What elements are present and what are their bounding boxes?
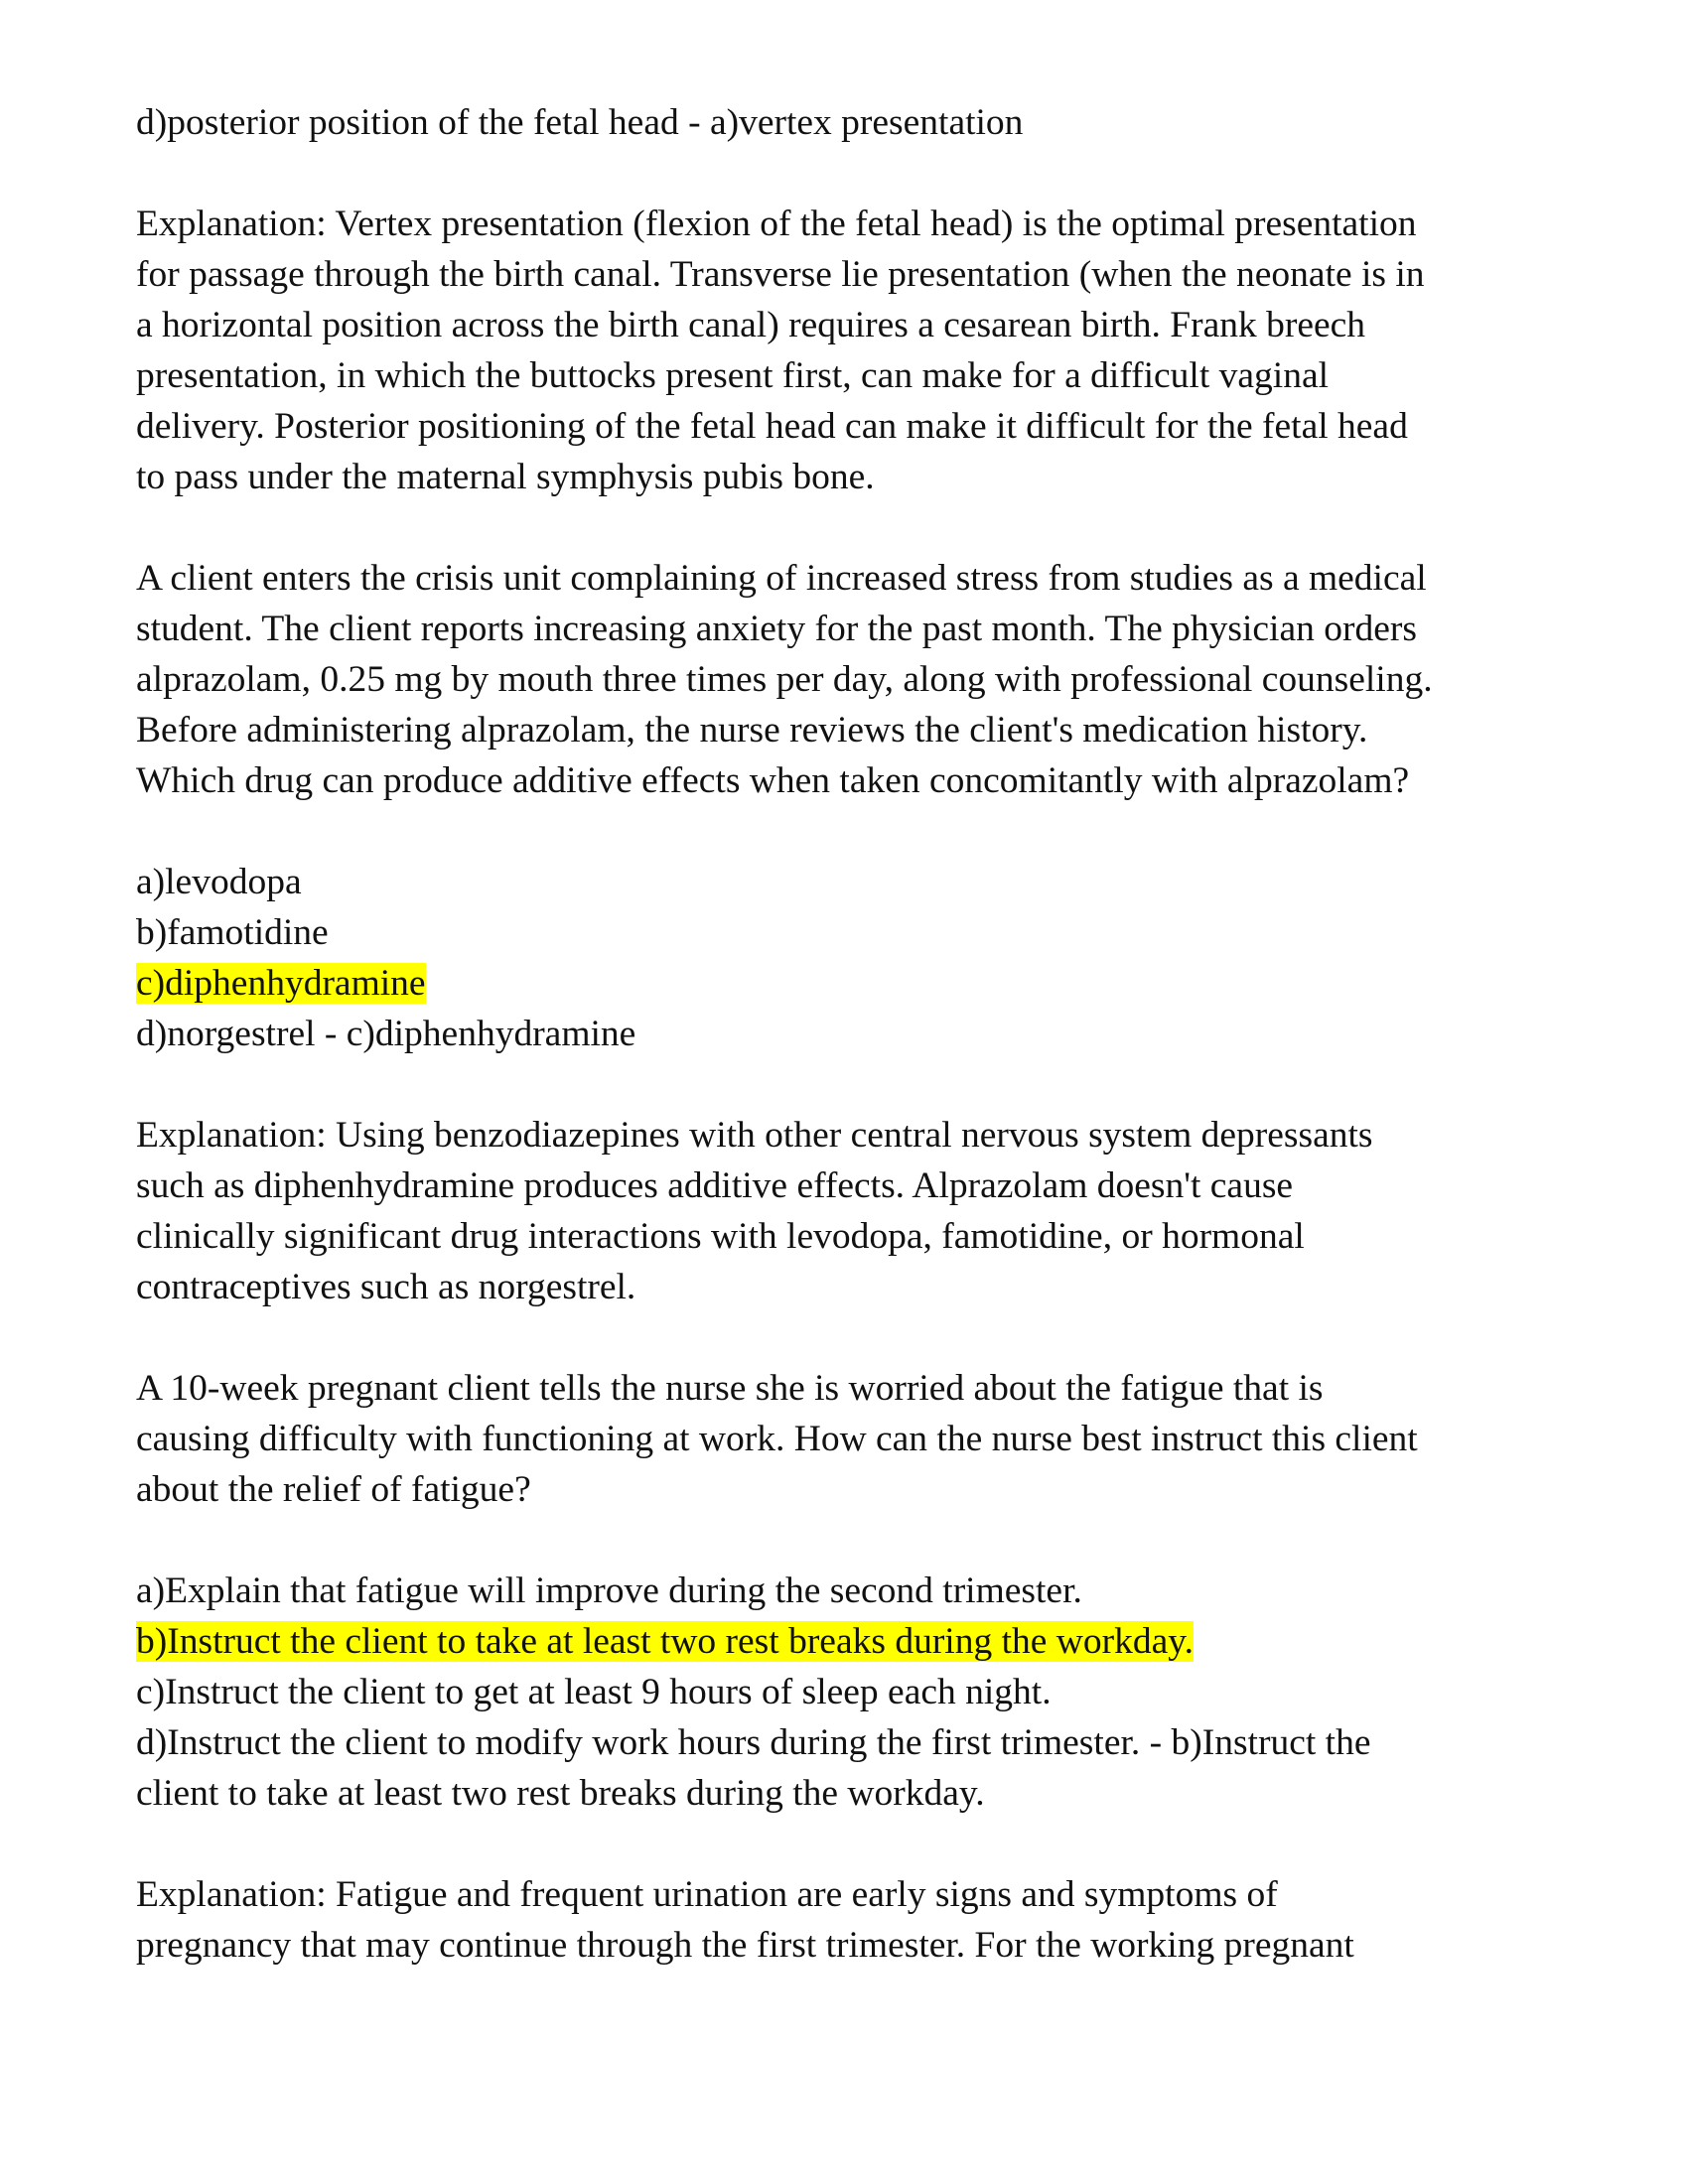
text-line: for passage through the birth canal. Transverse lie presentation (when the neonate is in xyxy=(136,254,1425,295)
explanation-paragraph-3 xyxy=(136,1869,1566,1971)
answer-line-previous-question: d)posterior position of the fetal head - a)vertex presentation xyxy=(136,102,1024,143)
option-b-highlighted-answer: b)Instruct the client to take at least two rest breaks during the workday. xyxy=(136,1621,1194,1662)
option-b-row xyxy=(136,1616,1566,1667)
text-line: Explanation: Vertex presentation (flexion of the fetal head) is the optimal presentation xyxy=(136,204,1417,244)
text-line: alprazolam, 0.25 mg by mouth three times per day, along with professional counseling. xyxy=(136,659,1433,700)
paragraph-gap xyxy=(136,1059,1566,1110)
text-line: student. The client reports increasing anxiety for the past month. The physician orders xyxy=(136,609,1417,649)
text-line: Explanation: Using benzodiazepines with other central nervous system depressants xyxy=(136,1115,1373,1156)
paragraph-gap xyxy=(136,1819,1566,1869)
answer-options-alprazolam xyxy=(136,857,1566,1059)
text-line: presentation, in which the buttocks present first, can make for a difficult vaginal xyxy=(136,355,1330,396)
option-c-highlighted-answer: c)diphenhydramine xyxy=(136,963,426,1004)
text-line: Which drug can produce additive effects when taken concomitantly with alprazolam? xyxy=(136,760,1410,801)
paragraph-gap xyxy=(136,1515,1566,1566)
option-c: c)Instruct the client to get at least 9 hours of sleep each night. xyxy=(136,1672,1052,1712)
option-a: a)levodopa xyxy=(136,862,302,902)
text-line: about the relief of fatigue? xyxy=(136,1469,531,1510)
option-c-row xyxy=(136,958,1566,1009)
explanation-paragraph-1 xyxy=(136,199,1566,502)
option-b: b)famotidine xyxy=(136,912,329,953)
paragraph-gap xyxy=(136,1312,1566,1363)
paragraph-gap xyxy=(136,148,1566,199)
text-line: such as diphenhydramine produces additive effects. Alprazolam doesn't cause xyxy=(136,1165,1294,1206)
option-a: a)Explain that fatigue will improve during the second trimester. xyxy=(136,1570,1082,1611)
question-paragraph-alprazolam xyxy=(136,553,1566,806)
explanation-paragraph-2 xyxy=(136,1110,1566,1312)
text-line: a horizontal position across the birth canal) requires a cesarean birth. Frank breech xyxy=(136,305,1366,345)
text-line: delivery. Posterior positioning of the fetal head can make it difficult for the fetal head xyxy=(136,406,1408,447)
text-line: A client enters the crisis unit complaining of increased stress from studies as a medical xyxy=(136,558,1427,599)
text-line: causing difficulty with functioning at work. How can the nurse best instruct this client xyxy=(136,1419,1418,1459)
text-line: Before administering alprazolam, the nurse reviews the client's medication history. xyxy=(136,710,1368,751)
option-d-with-answer: d)Instruct the client to modify work hours during the first trimester. - b)Instruct the xyxy=(136,1722,1371,1763)
option-d-with-answer: d)norgestrel - c)diphenhydramine xyxy=(136,1014,636,1054)
text-line: pregnancy that may continue through the first trimester. For the working pregnant xyxy=(136,1925,1354,1966)
answer-options-fatigue xyxy=(136,1566,1566,1819)
question-paragraph-fatigue xyxy=(136,1363,1566,1515)
text-line: A 10-week pregnant client tells the nurse she is worried about the fatigue that is xyxy=(136,1368,1324,1409)
document-body xyxy=(136,97,1566,1971)
paragraph-gap xyxy=(136,806,1566,857)
text-line: Explanation: Fatigue and frequent urination are early signs and symptoms of xyxy=(136,1874,1278,1915)
option-d-continuation: client to take at least two rest breaks during the workday. xyxy=(136,1773,985,1814)
text-line: to pass under the maternal symphysis pubis bone. xyxy=(136,457,875,497)
text-line: contraceptives such as norgestrel. xyxy=(136,1267,636,1307)
paragraph-gap xyxy=(136,502,1566,553)
text-line: clinically significant drug interactions with levodopa, famotidine, or hormonal xyxy=(136,1216,1305,1257)
